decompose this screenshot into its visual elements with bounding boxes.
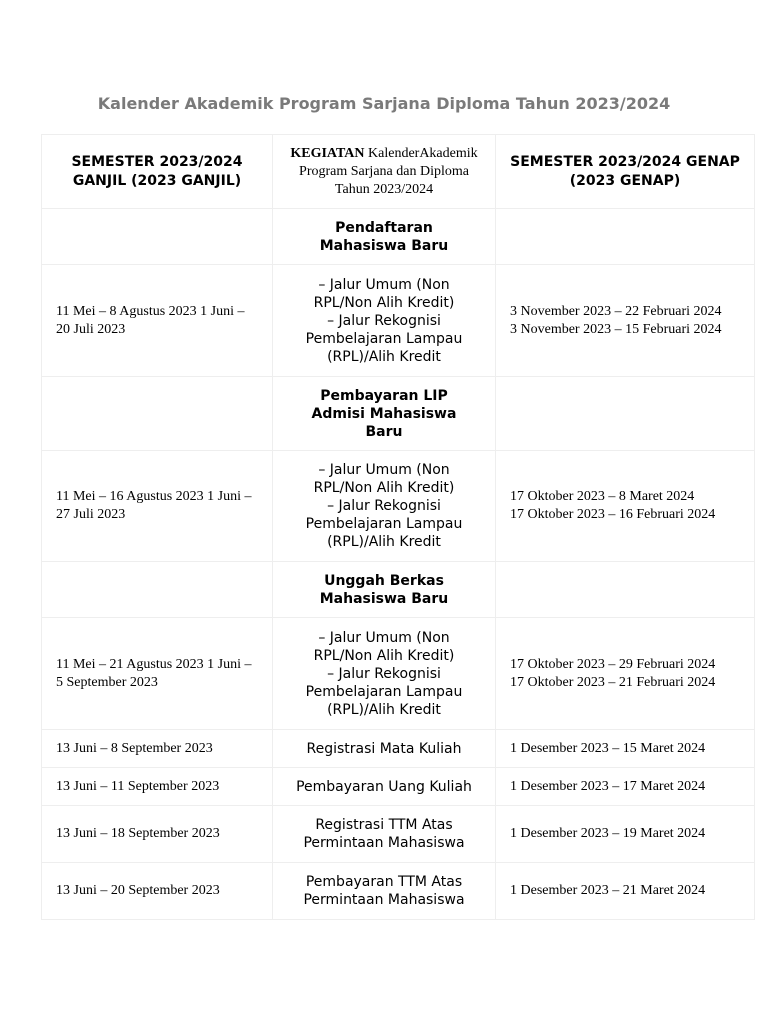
genap-date: 1 Desember 2023 – 17 Maret 2024 xyxy=(496,768,755,806)
section-heading-row xyxy=(42,562,755,618)
table-row xyxy=(42,265,755,377)
ganjil-date: 11 Mei – 21 Agustus 2023 1 Juni – 5 September 2023 xyxy=(42,618,273,730)
page-title: Kalender Akademik Program Sarjana Diploma Tahun 2023/2024 xyxy=(97,94,671,113)
genap-date-line: 17 Oktober 2023 – 8 Maret 2024 xyxy=(510,489,695,504)
genap-date: 1 Desember 2023 – 19 Maret 2024 xyxy=(496,806,755,863)
kegiatan-line: – Jalur Umum (Non RPL/Non Alih Kredit) xyxy=(313,462,455,496)
genap-date-line: 17 Oktober 2023 – 16 Februari 2024 xyxy=(510,507,716,522)
section-heading: Pembayaran LIP Admisi Mahasiswa Baru xyxy=(273,377,496,451)
kegiatan-cell xyxy=(273,265,496,377)
header-genap: SEMESTER 2023/2024 GENAP (2023 GENAP) xyxy=(496,135,755,209)
empty-cell xyxy=(496,377,755,451)
ganjil-date: 13 Juni – 18 September 2023 xyxy=(42,806,273,863)
header-kegiatan-rest: KalenderAkademik Program Sarjana dan Diploma Tahun 2023/2024 xyxy=(299,145,478,197)
empty-cell xyxy=(496,562,755,618)
table-row xyxy=(42,618,755,730)
genap-date-line: 17 Oktober 2023 – 21 Februari 2024 xyxy=(510,674,716,690)
genap-date: 1 Desember 2023 – 21 Maret 2024 xyxy=(496,863,755,920)
genap-date-line: 17 Oktober 2023 – 29 Februari 2024 xyxy=(510,656,716,672)
empty-cell xyxy=(42,377,273,451)
kegiatan-line: – Jalur Umum (Non RPL/Non Alih Kredit) xyxy=(313,276,455,311)
genap-date xyxy=(496,265,755,377)
genap-date-line: 3 November 2023 – 15 Februari 2024 xyxy=(510,321,722,337)
kegiatan-cell: Pembayaran TTM Atas Permintaan Mahasiswa xyxy=(273,863,496,920)
ganjil-date: 13 Juni – 11 September 2023 xyxy=(42,768,273,806)
academic-calendar-table xyxy=(41,134,755,920)
section-heading: Unggah Berkas Mahasiswa Baru xyxy=(273,562,496,618)
kegiatan-cell: Registrasi Mata Kuliah xyxy=(273,730,496,768)
empty-cell xyxy=(42,209,273,265)
section-heading-row xyxy=(42,209,755,265)
kegiatan-cell: Pembayaran Uang Kuliah xyxy=(273,768,496,806)
ganjil-date: 13 Juni – 20 September 2023 xyxy=(42,863,273,920)
table-row xyxy=(42,451,755,562)
empty-cell xyxy=(42,562,273,618)
table-row xyxy=(42,730,755,768)
kegiatan-line: – Jalur Rekognisi Pembelajaran Lampau (RPL)/Alih Kredit xyxy=(305,665,463,718)
empty-cell xyxy=(496,209,755,265)
ganjil-date: 11 Mei – 16 Agustus 2023 1 Juni – 27 Juli 2023 xyxy=(42,451,273,562)
ganjil-date: 11 Mei – 8 Agustus 2023 1 Juni – 20 Juli 2023 xyxy=(42,265,273,377)
kegiatan-cell xyxy=(273,618,496,730)
header-ganjil: SEMESTER 2023/2024 GANJIL (2023 GANJIL) xyxy=(42,135,273,209)
header-row xyxy=(42,135,755,209)
kegiatan-line: – Jalur Rekognisi Pembelajaran Lampau (RPL)/Alih Kredit xyxy=(305,498,463,550)
kegiatan-line: – Jalur Rekognisi Pembelajaran Lampau (RPL)/Alih Kredit xyxy=(305,312,463,365)
table-row xyxy=(42,863,755,920)
kegiatan-cell xyxy=(273,451,496,562)
section-heading: Pendaftaran Mahasiswa Baru xyxy=(273,209,496,265)
ganjil-date: 13 Juni – 8 September 2023 xyxy=(42,730,273,768)
genap-date: 1 Desember 2023 – 15 Maret 2024 xyxy=(496,730,755,768)
table-row xyxy=(42,806,755,863)
header-kegiatan-bold: KEGIATAN xyxy=(290,145,365,161)
genap-date-line: 3 November 2023 – 22 Februari 2024 xyxy=(510,303,722,319)
genap-date xyxy=(496,618,755,730)
header-kegiatan xyxy=(273,135,496,209)
table-row xyxy=(42,768,755,806)
kegiatan-cell: Registrasi TTM Atas Permintaan Mahasiswa xyxy=(273,806,496,863)
genap-date xyxy=(496,451,755,562)
kegiatan-line: – Jalur Umum (Non RPL/Non Alih Kredit) xyxy=(313,629,455,664)
section-heading-row xyxy=(42,377,755,451)
